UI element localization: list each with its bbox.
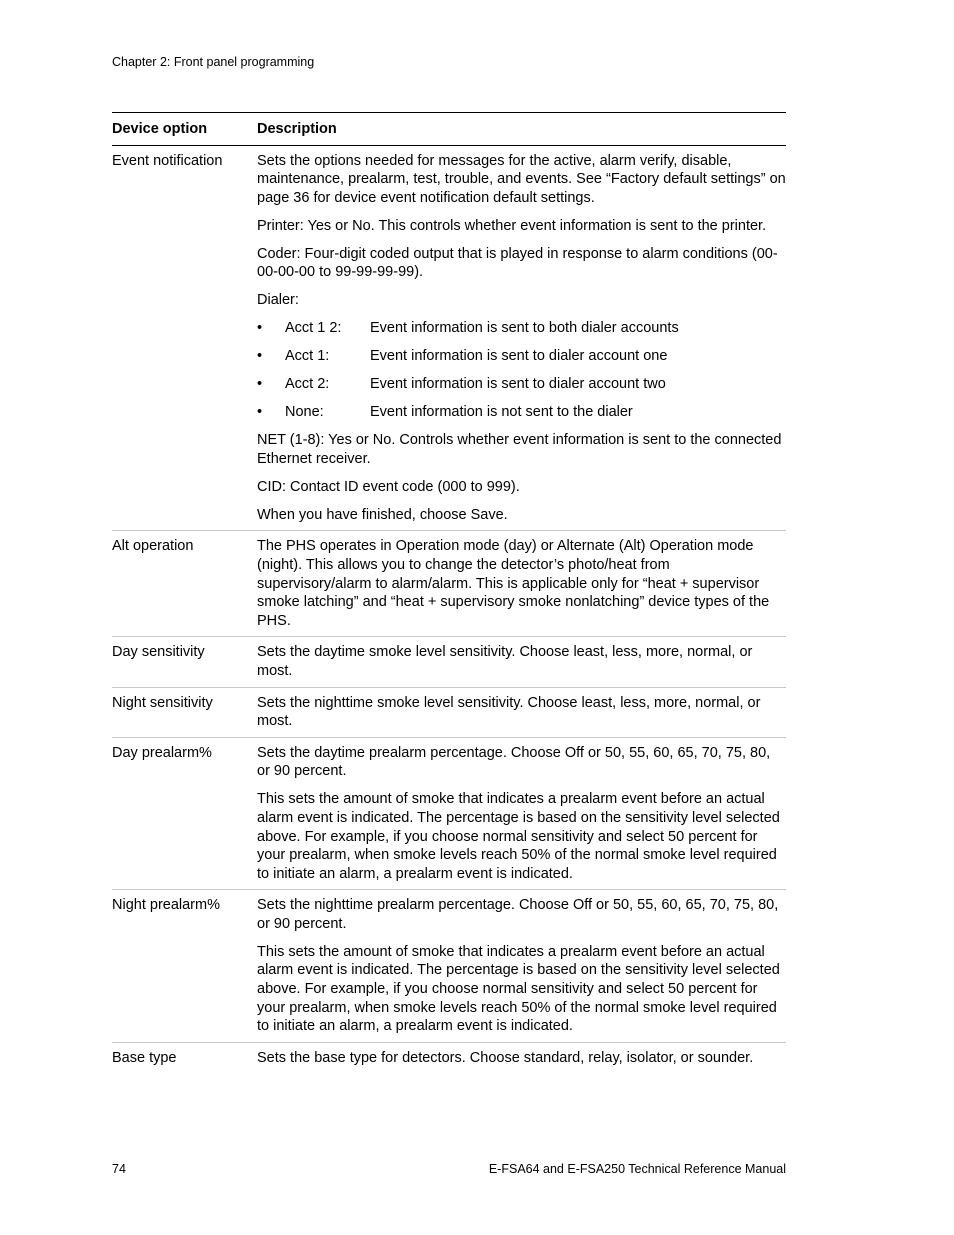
- list-item: [257, 319, 786, 338]
- list-item-term: None:: [285, 404, 324, 421]
- paragraph: This sets the amount of smoke that indicates a prealarm event before an actual alarm event is indicated. The percentage is based on the sensitivity level selected above. For example, if you choose normal sensitivity and select 50 percent for your prealarm, when smoke levels reach 50% of the normal smoke level required to initiate an alarm, a prealarm event is indicated.: [257, 791, 780, 882]
- running-header: Chapter 2: Front panel programming: [112, 55, 315, 69]
- device-option-cell: Alt operation: [112, 531, 257, 637]
- description-cell: [257, 145, 786, 531]
- paragraph: Dialer:: [257, 292, 299, 309]
- paragraph: CID: Contact ID event code (000 to 999).: [257, 478, 520, 495]
- table-row: [112, 737, 786, 890]
- table-row: [112, 890, 786, 1043]
- bullet-icon: •: [257, 320, 263, 337]
- paragraph: NET (1-8): Yes or No. Controls whether event information is sent to the connected Ethernet receiver.: [257, 432, 782, 467]
- paragraph: Coder: Four-digit coded output that is played in response to alarm conditions (00-00-00-00 to 99-99-99-99).: [257, 245, 778, 281]
- table-row: [112, 145, 786, 531]
- paragraph: Sets the options needed for messages for the active, alarm verify, disable, maintenance, prealarm, test, trouble, and events. See “Factory default settings” on page 36 for device event notification default settings.: [257, 152, 786, 206]
- table-row: [112, 637, 786, 687]
- description-cell: [257, 1042, 786, 1073]
- paragraph: This sets the amount of smoke that indicates a prealarm event before an actual alarm event is indicated. The percentage is based on the sensitivity level selected above. For example, if you choose normal sensitivity and select 50 percent for your prealarm, when smoke levels reach 50% of the normal smoke level required to initiate an alarm, a prealarm event is indicated.: [257, 943, 780, 1035]
- list-item-description: Event information is sent to dialer account one: [370, 348, 668, 365]
- table-row: [112, 687, 786, 737]
- paragraph: The PHS operates in Operation mode (day) or Alternate (Alt) Operation mode (night). This allows you to change the detector’s photo/heat from supervisory/alarm to alarm/alarm. This is applicable only for “heat + supervisor smoke latching” and “heat + supervisory smoke nonlatching” device types of the PHS.: [257, 538, 770, 629]
- description-cell: [257, 890, 786, 1043]
- page-number: 74: [112, 1162, 126, 1176]
- paragraph: When you have finished, choose Save.: [257, 506, 508, 523]
- bullet-icon: •: [257, 348, 263, 365]
- list-item: [257, 347, 786, 366]
- list-item: [257, 403, 786, 422]
- manual-title: E-FSA64 and E-FSA250 Technical Reference Manual: [488, 1162, 786, 1176]
- paragraph: Printer: Yes or No. This controls whether event information is sent to the printer.: [257, 217, 767, 234]
- list-item-description: Event information is sent to dialer account two: [370, 376, 666, 393]
- bullet-icon: •: [257, 404, 263, 421]
- device-option-cell: Night prealarm%: [112, 890, 257, 1043]
- paragraph: Sets the nighttime prealarm percentage. Choose Off or 50, 55, 60, 65, 70, 75, 80, or 90 percent.: [257, 897, 779, 932]
- paragraph: Sets the nighttime smoke level sensitivity. Choose least, less, more, normal, or most.: [257, 694, 761, 730]
- description-cell: [257, 737, 786, 890]
- device-option-cell: Base type: [112, 1049, 177, 1066]
- description-cell: [257, 687, 786, 737]
- bullet-icon: •: [257, 376, 263, 393]
- paragraph: Sets the base type for detectors. Choose standard, relay, isolator, or sounder.: [257, 1049, 754, 1066]
- column-header-description: Description: [257, 113, 786, 146]
- list-item-description: Event information is sent to both dialer accounts: [370, 320, 679, 337]
- list-item-description: Event information is not sent to the dialer: [370, 404, 633, 421]
- device-option-cell: Day prealarm%: [112, 737, 257, 890]
- table-row: [112, 531, 786, 637]
- device-option-cell: Day sensitivity: [112, 637, 257, 687]
- table-header-row: [112, 113, 786, 146]
- list-item: [257, 375, 786, 394]
- list-item-term: Acct 2:: [285, 376, 330, 393]
- description-cell: [257, 637, 786, 687]
- device-option-cell: Event notification: [112, 145, 257, 531]
- list-item-term: Acct 1:: [285, 348, 330, 365]
- device-options-table: [112, 112, 786, 1073]
- paragraph: Sets the daytime prealarm percentage. Choose Off or 50, 55, 60, 65, 70, 75, 80, or 90 percent.: [257, 744, 771, 780]
- list-item-term: Acct 1 2:: [285, 320, 342, 337]
- column-header-device-option: Device option: [112, 113, 257, 146]
- table-row: [112, 1042, 786, 1073]
- description-cell: [257, 531, 786, 637]
- paragraph: Sets the daytime smoke level sensitivity. Choose least, less, more, normal, or most.: [257, 644, 753, 679]
- device-option-cell: Night sensitivity: [112, 687, 257, 737]
